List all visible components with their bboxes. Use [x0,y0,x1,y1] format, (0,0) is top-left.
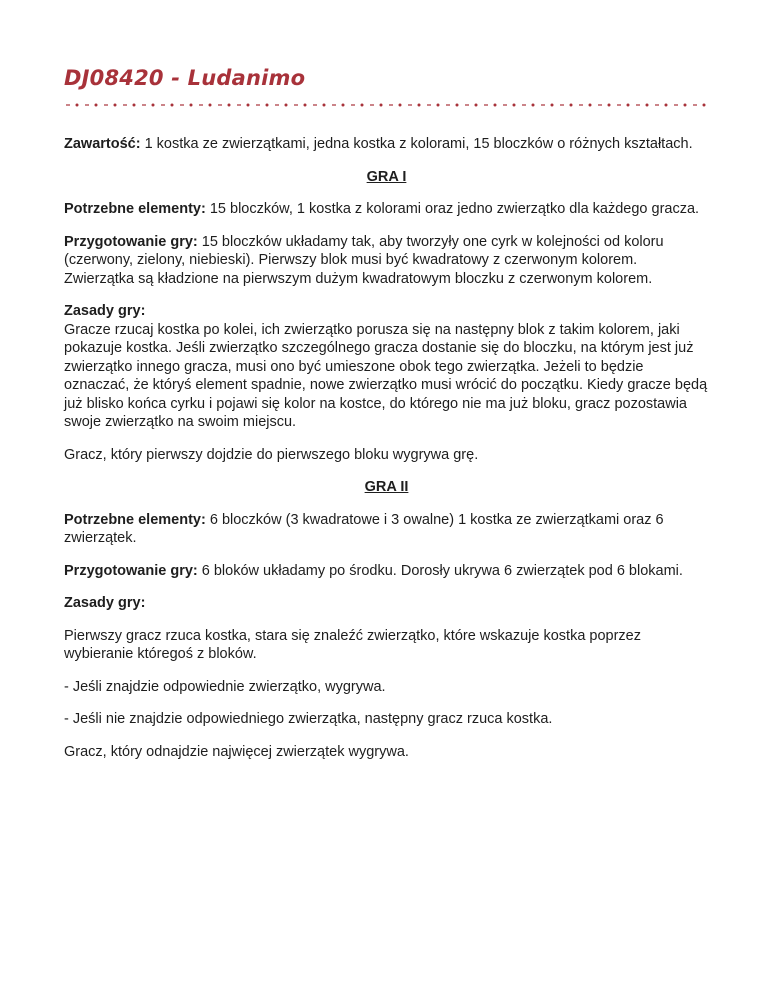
game-2-case-found: - Jeśli znajdzie odpowiednie zwierzątko, wygrywa. [64,678,386,695]
divider-dot [399,104,402,107]
game-1-setup-paragraph [64,233,709,289]
divider-dot [76,104,79,107]
divider-dot [380,104,383,107]
divider-dot [95,104,98,107]
divider-dot [133,104,136,107]
game-2-setup-paragraph [64,562,709,581]
divider-dot [627,104,630,107]
game-1-rules-label: Zasady gry: [64,303,146,319]
divider-dot [456,104,459,107]
divider-dot [152,104,155,107]
document-title: DJ08420 - Ludanimo [64,66,306,90]
game-1-heading: GRA I [366,168,407,185]
divider-dot [114,104,117,107]
divider-dot [266,104,269,107]
divider-dot [513,104,516,107]
divider-dot [646,104,649,107]
game-2-elements-label: Potrzebne elementy: [64,511,206,528]
decorative-divider [64,100,709,110]
divider-dot [304,104,307,107]
divider-dot [608,104,611,107]
divider-dot [684,104,687,107]
divider-dot [665,104,668,107]
game-2-elements-paragraph [64,511,709,548]
game-1-win-paragraph: Gracz, który pierwszy dojdzie do pierwszego bloku wygrywa grę. [64,446,479,463]
game-2-case-not-found: - Jeśli nie znajdzie odpowiedniego zwierzątka, następny gracz rzuca kostka. [64,711,553,727]
divider-dot [494,104,497,107]
divider-dot [532,104,535,107]
game-2-setup-text: 6 bloków układamy po środku. Dorosły ukrywa 6 zwierzątek pod 6 blokami. [197,562,683,579]
game-2-setup-label: Przygotowanie gry: [64,562,198,579]
divider-dot [703,104,706,107]
game-1-rules-text: Gracze rzucaj kostka po kolei, ich zwierzątko porusza się na następny blok z takim kolorem, jaki pokazuje kostka. Jeśli zwierzątko szczególnego gracza dostanie się do bloczku, na którym jest już zwierzątko innego gracza, musi ono być umieszone obok tego zwierzątka. Jeżeli to będzie oznaczać, że któryś element spadnie, nowe zwierzątko musi wrócić do początku. Kiedy gracze będą już blisko końca cyrku i pojawi się kolor na kostce, do którego nie ma już bloku, gracz pozostawia swoje zwierzątko na swoim miejscu. [64,321,708,430]
divider-dot [285,104,288,107]
game-2-elements-text: 6 bloczków (3 kwadratowe i 3 owalne) 1 kostka ze zwierzątkami oraz 6 zwierzątek. [64,511,664,546]
contents-label: Zawartość: [64,136,141,152]
game-1-rules-paragraph [64,302,709,432]
game-1-elements-paragraph [64,200,709,219]
contents-paragraph [64,135,709,154]
divider-dot [418,104,421,107]
game-1-setup-text: 15 bloczków układamy tak, aby tworzyły one cyrk w kolejności od koloru (czerwony, zielony, niebieski). Pierwszy blok musi być kwadratowy z czerwonym kolorem. Zwierzątka są kładzione na pierwszym dużym kwadratowym bloczku z czerwonym kolorem. [64,233,664,287]
document-page [64,60,709,775]
divider-dot [171,104,174,107]
game-1-elements-label: Potrzebne elementy: [64,201,206,217]
game-1-elements-text: 15 bloczków, 1 kostka z kolorami oraz jedno zwierzątko dla każdego gracza. [205,201,700,217]
divider-dot [247,104,250,107]
divider-dot [570,104,573,107]
divider-dot [209,104,212,107]
game-2-win-paragraph: Gracz, który odnajdzie najwięcej zwierzątek wygrywa. [64,743,409,760]
divider-dot [228,104,231,107]
divider-dot [342,104,345,107]
divider-dot [437,104,440,107]
game-2-rules-label: Zasady gry: [64,595,146,611]
divider-dot [475,104,478,107]
game-1-setup-label: Przygotowanie gry: [64,233,198,250]
divider-dot [190,104,193,107]
divider-dot [361,104,364,107]
game-2-heading: GRA II [364,479,409,495]
divider-dot [551,104,554,107]
document-body [64,135,709,761]
contents-text: 1 kostka ze zwierzątkami, jedna kostka z kolorami, 15 bloczków o różnych kształtach. [140,136,693,152]
divider-dot [323,104,326,107]
game-2-rules-paragraph: Pierwszy gracz rzuca kostka, stara się znaleźć zwierzątko, które wskazuje kostka poprzez wybieranie któregoś z bloków. [64,627,641,662]
divider-dot [589,104,592,107]
